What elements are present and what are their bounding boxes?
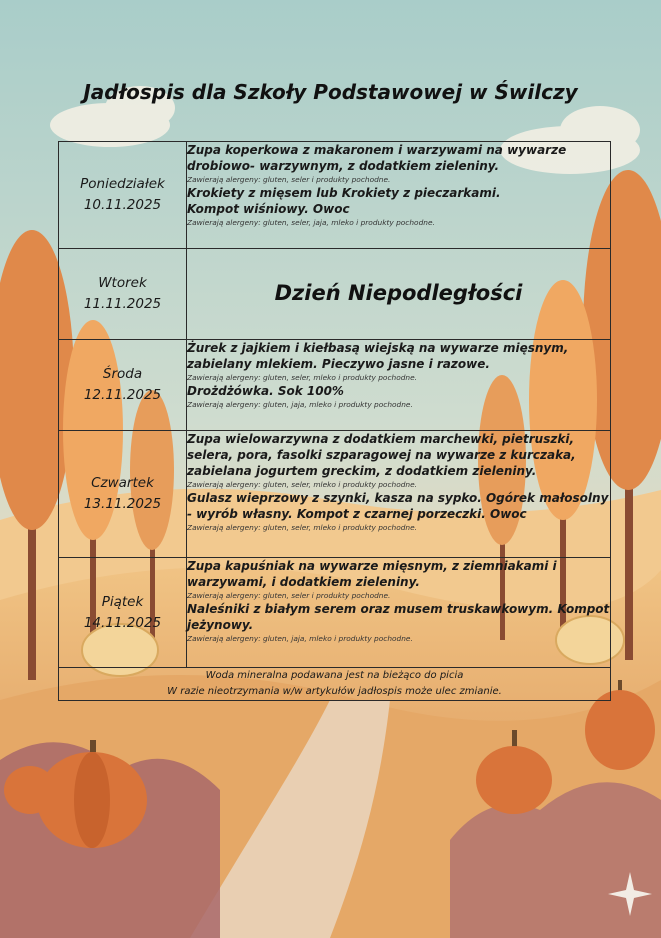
footer-notes: [59, 668, 611, 701]
dish-description: Żurek z jajkiem i kiełbasą wiejską na wywarze mięsnym, zabielany mlekiem. Pieczywo jasne i razowe.: [187, 341, 569, 371]
day-cell: [59, 431, 187, 558]
menu-title: Jadłospis dla Szkoły Podstawowej w Świlczy: [83, 80, 578, 104]
day-date: 13.11.2025: [83, 496, 162, 512]
weekly-menu-table: [58, 141, 611, 701]
allergen-note: Zawierają alergeny: gluten, seler i produkty pochodne.: [187, 591, 391, 600]
dish-description: Drożdżówka. Sok 100%: [187, 384, 344, 398]
meals-cell: [187, 142, 611, 249]
day-date: 10.11.2025: [83, 197, 162, 213]
holiday-label: Dzień Niepodległości: [274, 281, 523, 305]
day-cell: [59, 142, 187, 249]
day-name: Poniedziałek: [80, 176, 165, 192]
dish-description: Naleśniki z białym serem oraz musem truskawkowym. Kompot jeżynowy.: [187, 602, 610, 632]
meals-cell: [187, 558, 611, 668]
day-date: 12.11.2025: [83, 387, 162, 403]
dish-description: Gulasz wieprzowy z szynki, kasza na sypko. Ogórek małosolny - wyrób własny. Kompot z czarnej porzeczki. Owoc: [187, 491, 609, 521]
day-date: 11.11.2025: [83, 296, 162, 312]
day-cell: [59, 558, 187, 668]
allergen-note: Zawierają alergeny: gluten, seler, mleko i produkty pochodne.: [187, 373, 417, 382]
menu-day-row: [59, 558, 611, 668]
allergen-note: Zawierają alergeny: gluten, seler i produkty pochodne.: [187, 175, 391, 184]
allergen-note: Zawierają alergeny: gluten, jaja, mleko i produkty pochodne.: [187, 400, 413, 409]
menu-day-row: [59, 142, 611, 249]
dish-description: Krokiety z mięsem lub Krokiety z pieczarkami.: [187, 186, 501, 200]
meals-cell: [187, 340, 611, 431]
allergen-note: Zawierają alergeny: gluten, jaja, mleko i produkty pochodne.: [187, 634, 413, 643]
menu-day-row: [59, 249, 611, 340]
dish-description: Kompot wiśniowy. Owoc: [187, 202, 350, 216]
day-name: Piątek: [101, 593, 144, 610]
allergen-note: Zawierają alergeny: gluten, seler, mleko i produkty pochodne.: [187, 480, 417, 489]
allergen-note: Zawierają alergeny: gluten, seler, mleko i produkty pochodne.: [187, 523, 417, 532]
day-cell: [59, 340, 187, 431]
allergen-note: Zawierają alergeny: gluten, seler, jaja, mleko i produkty pochodne.: [187, 218, 435, 227]
day-name: Środa: [102, 366, 143, 382]
menu-day-row: [59, 431, 611, 558]
footer-note: W razie nieotrzymania w/w artykułów jadłospis może ulec zmianie.: [167, 686, 502, 697]
dish-description: Zupa koperkowa z makaronem i warzywami na wywarze drobiowo- warzywnym, z dodatkiem zieleniny.: [187, 143, 567, 173]
meals-cell: [187, 431, 611, 558]
meals-cell: [187, 249, 611, 340]
day-cell: [59, 249, 187, 340]
footer-note: Woda mineralna podawana jest na bieżąco do picia: [205, 670, 464, 681]
dish-description: Zupa kapuśniak na wywarze mięsnym, z ziemniakami i warzywami, i dodatkiem zieleniny.: [187, 559, 557, 589]
day-name: Wtorek: [98, 275, 147, 291]
dish-description: Zupa wielowarzywna z dodatkiem marchewki, pietruszki, selera, pora, fasolki szparagowej na wywarze z kurczaka, zabielana jogurtem greckim, z dodatkiem zieleniny.: [187, 432, 576, 478]
day-name: Czwartek: [91, 475, 154, 491]
menu-day-row: [59, 340, 611, 431]
day-date: 14.11.2025: [83, 614, 162, 631]
footer-row: [59, 668, 611, 701]
